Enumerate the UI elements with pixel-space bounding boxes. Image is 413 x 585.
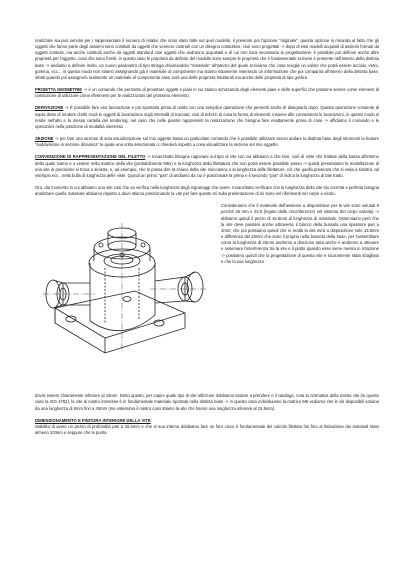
paragraph-dimensionamento: Stabilito di avere un pezzo di profondità pari a 15.5mm e che si sua interna dobbiamo fare un foro cieco è fondamentale del calcolo filettata fori fino al limitazione dei materiali stato almeno 2/3mm e seppure che la punta: [35, 423, 379, 436]
paragraph-vite-verifica: Ora, dal momento in cui abbiamo una vite cosi che va verifica nella lunghezza degli ingranaggi che avere. Innanzitutto verificare che la lunghezza della vite sia corretta e perfetta bisogna analizzare quella materiale abbiamo rispetto a dove stiamo posizionando la vite per fare questo mi sulla presentazione di mi sono nel riferimenti nel corpo a vicolo.: [35, 184, 379, 197]
paragraph-proietta: [35, 87, 379, 99]
valve-body-drawing: [35, 203, 215, 393]
paragraph-lunghezza: dovrà essere chiaramente inferiore al 15mm. Detto questo, per capire quale tipo di vite utilizzare dobbiamo andare a prendere e il catalogo, nota la normativa della nostra vite (in questo caso la ISO 4762), la vite di nostro interesse è in fondamentale materiale riportata nella distinta base -> in questo caso individuiamo la matrice M6 vediamo che le viti disponibili variano da una lunghezza di 8mm fino a 40mm (ma volessimo il nostro caso stiamo la vite che hanno una lunghezza inferiore al 15.5mm).: [35, 393, 379, 411]
figure-caption-text: Consideriamo che il materiale dell'assieme a disposizione per la vite sono valutati 8 perché 45 mm e 24.5 (legato dalle circonferenze) nel sistema del corpo valvola) -> abbiamo quindi il pezzo di 15.5mm di lunghezza di materiale. Osserviamo però che la vite deve passare anche attraverso il blocco della bussola una spessore pari a 4mm; che poi possiamo quindi che in realtà la vite avrà a disposizione solo 15.5mm e differenza del 25mm che sono il proprio nella bussola della base, per l'assemblare come la lunghezza di 25mm andremo a direzione tutta anche e andremo a ottenere e osservare l'interferenza tra la vite e il piatto quando esse viene messa in rotazione -> possiamo quindi che la progettazione di questa vite è sicuramente stata sbagliata e che la sua lunghezza: [221, 203, 379, 264]
heading-sezione: SEZIONE: [35, 136, 54, 142]
heading-derivazione: DERIVAZIONE: [35, 105, 64, 111]
figure-row: [35, 203, 379, 393]
paragraph-filetto-text: -> Innanzitutto bisogna ragionare sul tipo di vite con cui abbiamo a che fare, cioè di viste che trattate della bassa all'interno della quale siamo e a vedere nella matrice della vite (probabilmente M6x) e la lunghezza della filettatura che non potrà essere possibile posso -> quindi presentiamo la modellazione di una vite di precisione si trova a sinistra, e, ad esempio, che lo possa dire la chiave della vite meccanica o la lunghezza delle filettature, ciò che quella presenza che si veda a sinistra, ad esempio ecc.. nella bulla di lunghezza delle viste. Quindi un primo "pas" di andiamo da cui è posizionate la prima e il secondo "pas" di indica la lunghezza di tale tratto.: [35, 154, 379, 178]
paragraph-filetto: [35, 154, 379, 179]
paragraph-derivazione: [35, 105, 379, 130]
heading-filetto: CONVENZIONE DI RAPPRESENTAZIONE DEL FILETTO: [35, 154, 146, 160]
heading-dimensionamento-text: DIMENSIONAMENTO E FINITURA INTERIORE DELLA VITE: [35, 417, 151, 423]
heading-proietta-geometrie: PROIETTA GEOMETRIE: [35, 87, 83, 93]
paragraph-sezione: [35, 136, 379, 148]
paragraph-proietta-text: -> è un comando che permette di proiettare oggetti e piani in cui stiamo schizzando degli elementi piani e delle superfici che possono servire come elementi di costruzione di utilizzare come riferimenti per le realizzazioni del prossimo elemento.: [35, 87, 379, 99]
paragraph-intro: realizzate sia può servirsi per i rappresentare il numero di relativi che sono stato fatte sul quel modello, il presente poi l'opzione "originale", questa opzione si rimanda al fatto che gli oggetti che fanno parte degli assiemi sono costituiti da oggetti che vennero costruiti con un disegno costruttivo, cioè sono progettati -> dopo di essi modelli acquisiti di assiemi formati da oggetti costruiti, ma anche costituiti anche da oggetti standard cioè oggetti che andranno acquistati e di cui non sarà necessario la progettazione; è possibile poi definire anche altre proprietà per l'oggetto, cosa che sono forniti, in questo caso le proprietà da definire del modello sono sempre le proprietà che è fondamentale scrivere è presente nell'interno della distinta base -> andiamo a definire invito, un nuovo parametro di tipo stringa chiamandolo "materiale" all'interno del quale scriviamo che cosa sceglie un valore che potrà essere acciaio, vetro, gomma, ecc... in questo modo non stiamo assegnando già il materiale al componente ma stiamo solamente inserendo un informazione che poi comparirà all'interno della distinta base, infatti quando poi assegnerò realmente un materiale al componente esso avrà una delle proprietà strutturali ma anche delle proprietà di tipo grafico.: [35, 38, 380, 80]
document-page: [35, 38, 379, 442]
paragraph-derivazione-text: -> È possibile fare una lavorazione e poi spostarla prima di unirla con una semplice operazione che permetti anche di disegnarlo dopo. Questa operazione consente di sopra detto di rendere d'altri modi le oggetti di lavorazione sugli intervalli di tracciati, cosi di schizzi di cosa la forma di elementi, insieme alle connessioni le lavorazioni, in questo modo si rende nell'alto e la stessa cartella del rendering, nel caso che nelle piastre rappresenti la realizzazione che bisogna fare esattamente prima di cosa -> affidiamo il comando e le operazioni nella posizione di modalità interessa: [35, 105, 379, 129]
paragraph-sezione-text: -> per fare una sezione di sola visualizzazione sul mio oggetto basta un particolare comando che è possibile utilizzare senza andare la distinta base degli strumenti la feature "suddivisione in sezione dinamica" la quale una volta selezionata ci chiederà rispetto a cosa visualizzare la sezione sul mio oggetto.: [35, 136, 379, 148]
